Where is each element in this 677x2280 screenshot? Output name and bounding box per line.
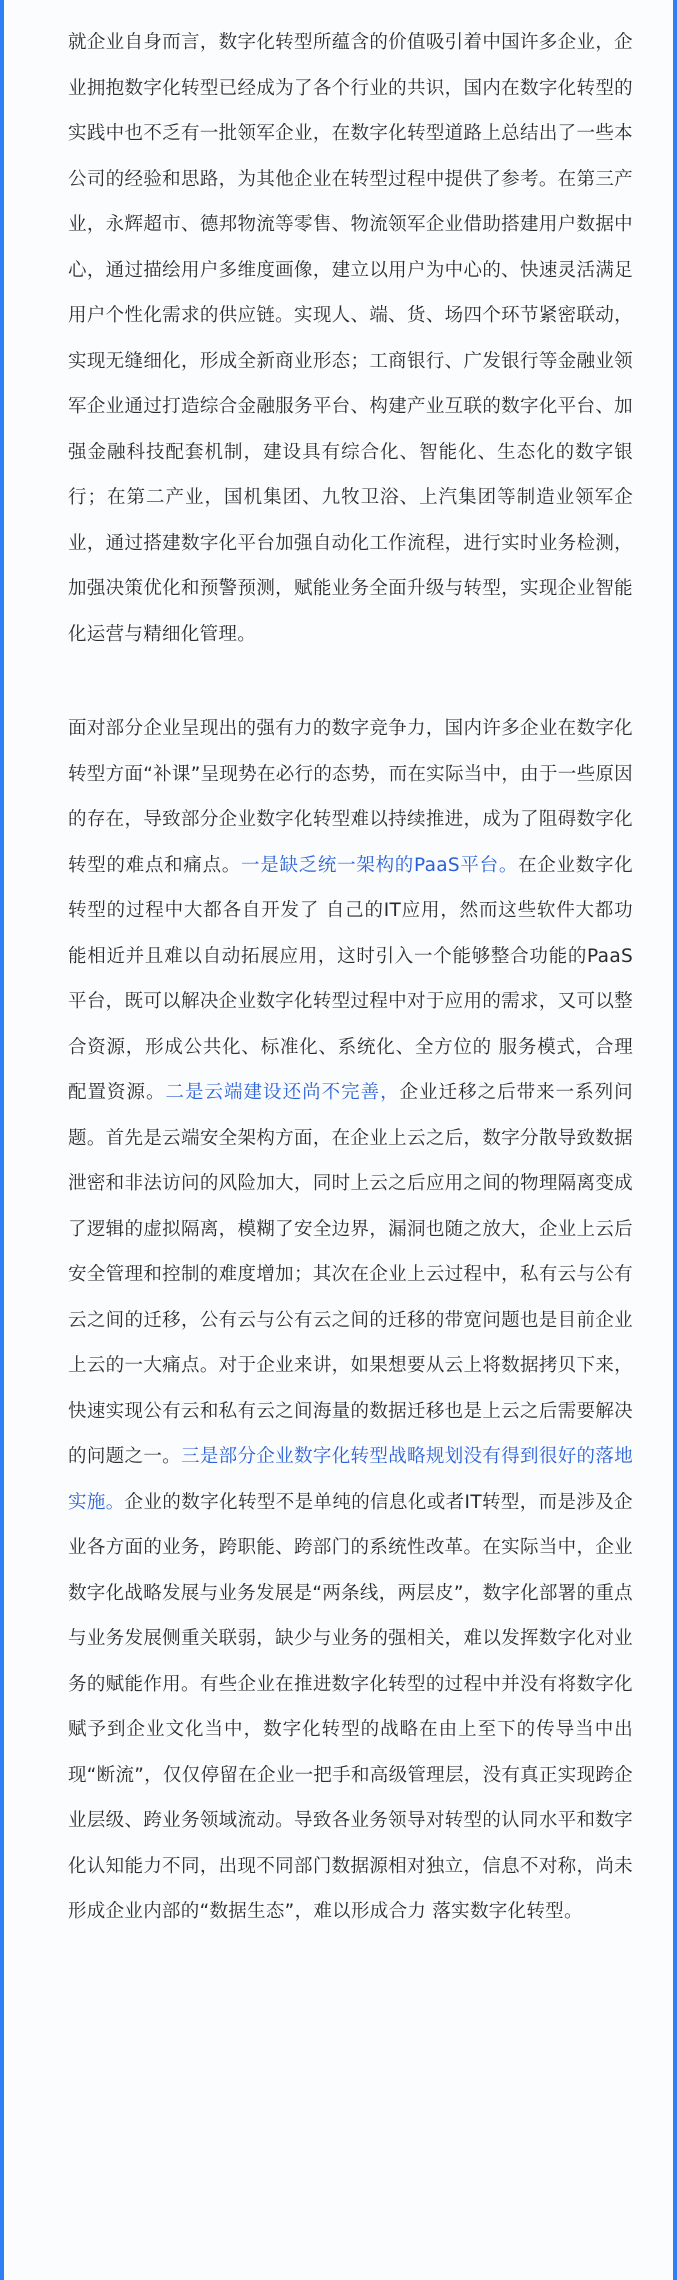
difficulties-intro: 面对部分企业呈现出的强有力的数字竞争力，国内许多企业在数字化转型方面“补课”呈现势在必行的态势，而在实际当中，由于一些原因的存在，导致部分企业数字化转型难以持续推进，成为了阻碍数字化转型的难点和痛点。	[68, 718, 633, 876]
point-2-text: 企业迁移之后带来一系列问题。首先是云端安全架构方面，在企业上云之后，数字分散导致数据泄密和非法访问的风险加大，同时上云之后应用之间的物理隔离变成了逻辑的虚拟隔离，模糊了安全边界，漏洞也随之放大，企业上云后安全管理和控制的难度增加；其次在企业上云过程中，私有云与公有云之间的迁移，公有云与公有云之间的迁移的带宽问题也是目前企业上云的一大痛点。对于企业来讲，如果想要从云上将数据拷贝下来，快速实现公有云和私有云之间海量的数据迁移也是上云之后需要解决的问题之一。	[68, 1082, 633, 1467]
point-1-heading: 一是缺乏统一架构的PaaS平台。	[241, 854, 519, 876]
point-1-text: 在企业数字化转型的过程中大都各自开发了 自己的IT应用，然而这些软件大都功能相近并且难以自动拓展应用，这时引入一个能够整合功能的PaaS平台，既可以解决企业数字化转型过程中对于应用的需求，又可以整合资源，形成公共化、标准化、系统化、全方位的 服务模式，合理配置资源。	[68, 854, 633, 1103]
paragraph-text: 就企业自身而言，数字化转型所蕴含的价值吸引着中国许多企业，企业拥抱数字化转型已经成为了各个行业的共识，国内在数字化转型的实践中也不乏有一批领军企业，在数字化转型道路上总结出了一些本公司的经验和思路，为其他企业在转型过程中提供了参考。在第三产业，永辉超市、德邦物流等零售、物流领军企业借助搭建用户数据中心，通过描绘用户多维度画像，建立以用户为中心的、快速灵活满足用户个性化需求的供应链。实现人、端、货、场四个环节紧密联动，实现无缝细化，形成全新商业形态；工商银行、广发银行等金融业领军企业通过打造综合金融服务平台、构建产业互联的数字化平台、加强金融科技配套机制，建设具有综合化、智能化、生态化的数字银行；在第二产业，国机集团、九牧卫浴、上汽集团等制造业领军企业，通过搭建数字化平台加强自动化工作流程，进行实时业务检测，加强决策优化和预警预测，赋能业务全面升级与转型，实现企业智能化运营与精细化管理。	[68, 32, 633, 645]
article-content	[4, 0, 673, 1935]
point-2-heading: 二是云端建设还尚不完善，	[165, 1082, 400, 1103]
paragraph-difficulties	[68, 706, 633, 1935]
paragraph-industry-leaders	[68, 20, 633, 657]
point-3-text: 企业的数字化转型不是单纯的信息化或者IT转型，而是涉及企业各方面的业务，跨职能、跨部门的系统性改革。在实际当中，企业数字化战略发展与业务发展是“两条线，两层皮”，数字化部署的重点与业务发展侧重关联弱，缺少与业务的强相关，难以发挥数字化对业务的赋能作用。有些企业在推进数字化转型的过程中并没有将数字化赋予到企业文化当中，数字化转型的战略在由上至下的传导当中出现“断流”，仅仅停留在企业一把手和高级管理层，没有真正实现跨企业层级、跨业务领域流动。导致各业务领导对转型的认同水平和数字化认知能力不同，出现不同部门数据源相对独立，信息不对称，尚未形成企业内部的“数据生态”，难以形成合力 落实数字化转型。	[68, 1491, 633, 1922]
point-3-heading: 三是部分企业数字化转型战略规划没有得到很好的落地实施。	[68, 1446, 633, 1513]
